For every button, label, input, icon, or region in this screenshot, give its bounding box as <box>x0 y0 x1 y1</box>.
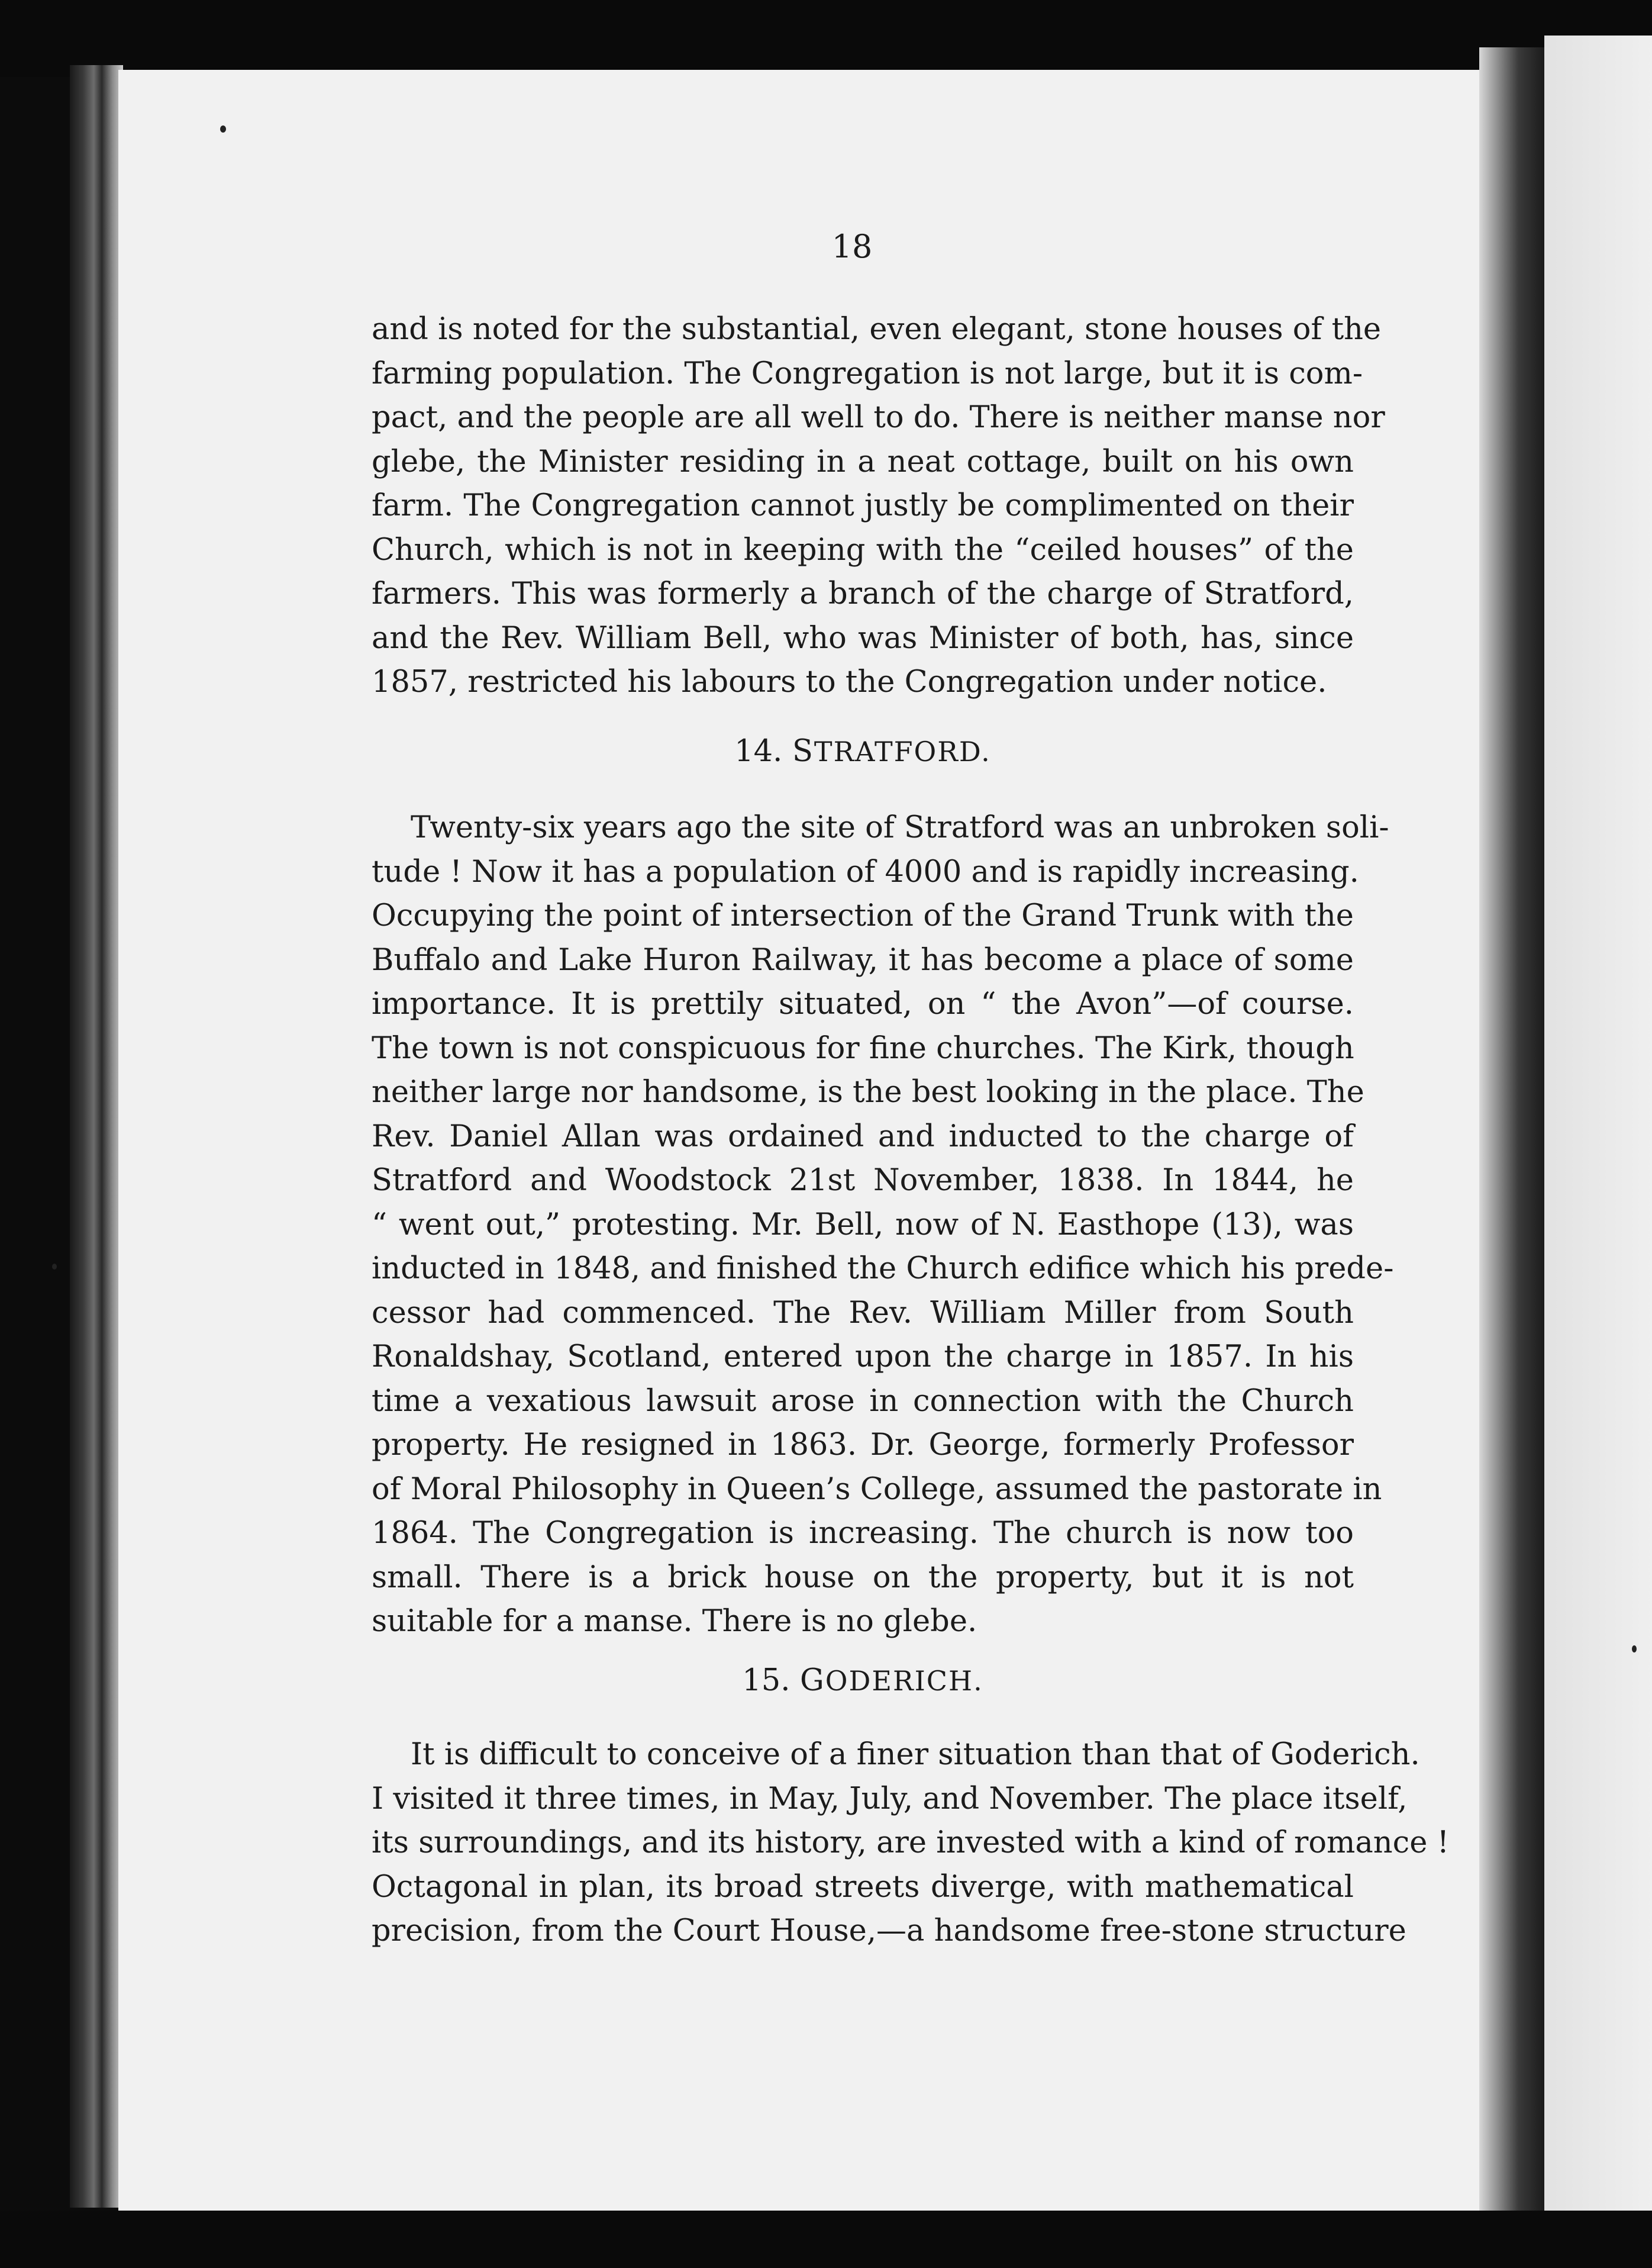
page-number: 18 <box>831 228 873 265</box>
text-line: I visited it three times, in May, July, and November. The place itself, <box>372 1781 1408 1816</box>
section-number: 15. <box>742 1663 790 1698</box>
section-heading-goderich <box>372 1663 1354 1698</box>
text-line: cessor had commenced. The Rev. William Miller from South <box>372 1295 1354 1330</box>
scan-border-bottom <box>0 2211 1652 2268</box>
page-edge-shadow <box>1479 47 1544 2214</box>
text-line: glebe, the Minister residing in a neat cottage, built on his own <box>372 444 1354 479</box>
text-line: inducted in 1848, and finished the Church edifice which his prede- <box>372 1251 1394 1286</box>
paragraph-2 <box>372 806 1394 1644</box>
text-line: “ went out,” protesting. Mr. Bell, now of N. Easthope (13), was <box>372 1207 1354 1242</box>
text-line: its surroundings, and its history, are invested with a kind of romance ! <box>372 1825 1450 1860</box>
text-line: property. He resigned in 1863. Dr. George, formerly Professor <box>372 1428 1354 1462</box>
text-line: tude ! Now it has a population of 4000 and is rapidly increasing. <box>372 854 1359 890</box>
text-line: Twenty-six years ago the site of Stratford was an unbroken soli- <box>411 810 1389 845</box>
text-line: The town is not conspicuous for fine churches. The Kirk, though <box>372 1030 1354 1066</box>
text-line: Octagonal in plan, its broad streets diverge, with mathematical <box>372 1869 1354 1905</box>
text-line: 1864. The Congregation is increasing. The church is now too <box>372 1516 1354 1551</box>
section-initial: S <box>792 734 814 769</box>
text-line: pact, and the people are all well to do. There is neither manse nor <box>372 400 1385 435</box>
book-binding-edge <box>70 65 123 2208</box>
scan-speck <box>220 125 226 133</box>
scan-speck <box>52 1264 57 1270</box>
section-number: 14. <box>734 734 783 769</box>
text-line: of Moral Philosophy in Queen’s College, assumed the pastorate in <box>372 1471 1382 1507</box>
text-line: and is noted for the substantial, even elegant, stone houses of the <box>372 312 1382 347</box>
text-line: importance. It is prettily situated, on “ the Avon”—of course. <box>372 987 1354 1022</box>
text-line: Church, which is not in keeping with the “ceiled houses” of the <box>372 532 1354 568</box>
text-line: time a vexatious lawsuit arose in connection with the Church <box>372 1383 1354 1419</box>
section-heading-stratford <box>372 734 1354 769</box>
text-line: precision, from the Court House,—a handsome free-stone structure <box>372 1913 1406 1948</box>
text-line: It is difficult to conceive of a finer situation than that of Goderich. <box>411 1737 1420 1772</box>
section-initial: G <box>800 1663 825 1698</box>
text-line: Buffalo and Lake Huron Railway, it has become a place of some <box>372 942 1354 978</box>
text-line: suitable for a manse. There is no glebe. <box>372 1604 977 1639</box>
scan-speck <box>1632 1645 1637 1652</box>
text-line: Rev. Daniel Allan was ordained and inducted to the charge of <box>372 1119 1354 1154</box>
section-title: TRATFORD. <box>814 736 991 768</box>
text-line: Stratford and Woodstock 21st November, 1838. In 1844, he <box>372 1163 1354 1198</box>
text-line: farming population. The Congregation is not large, but it is com- <box>372 356 1363 391</box>
paragraph-1 <box>372 308 1385 705</box>
adjacent-page <box>1544 36 1652 2225</box>
text-line: small. There is a brick house on the property, but it is not <box>372 1560 1354 1595</box>
text-line: farmers. This was formerly a branch of the charge of Stratford, <box>372 576 1354 611</box>
paragraph-3 <box>372 1733 1450 1954</box>
scan-border-top <box>0 0 1652 77</box>
section-title: ODERICH. <box>825 1665 983 1697</box>
text-line: farm. The Congregation cannot justly be complimented on their <box>372 488 1354 523</box>
text-line: neither large nor handsome, is the best looking in the place. The <box>372 1075 1364 1110</box>
text-line: 1857, restricted his labours to the Congregation under notice. <box>372 665 1327 700</box>
text-line: Occupying the point of intersection of the Grand Trunk with the <box>372 898 1354 933</box>
text-line: Ronaldshay, Scotland, entered upon the charge in 1857. In his <box>372 1339 1354 1374</box>
text-line: and the Rev. William Bell, who was Minister of both, has, since <box>372 620 1354 656</box>
